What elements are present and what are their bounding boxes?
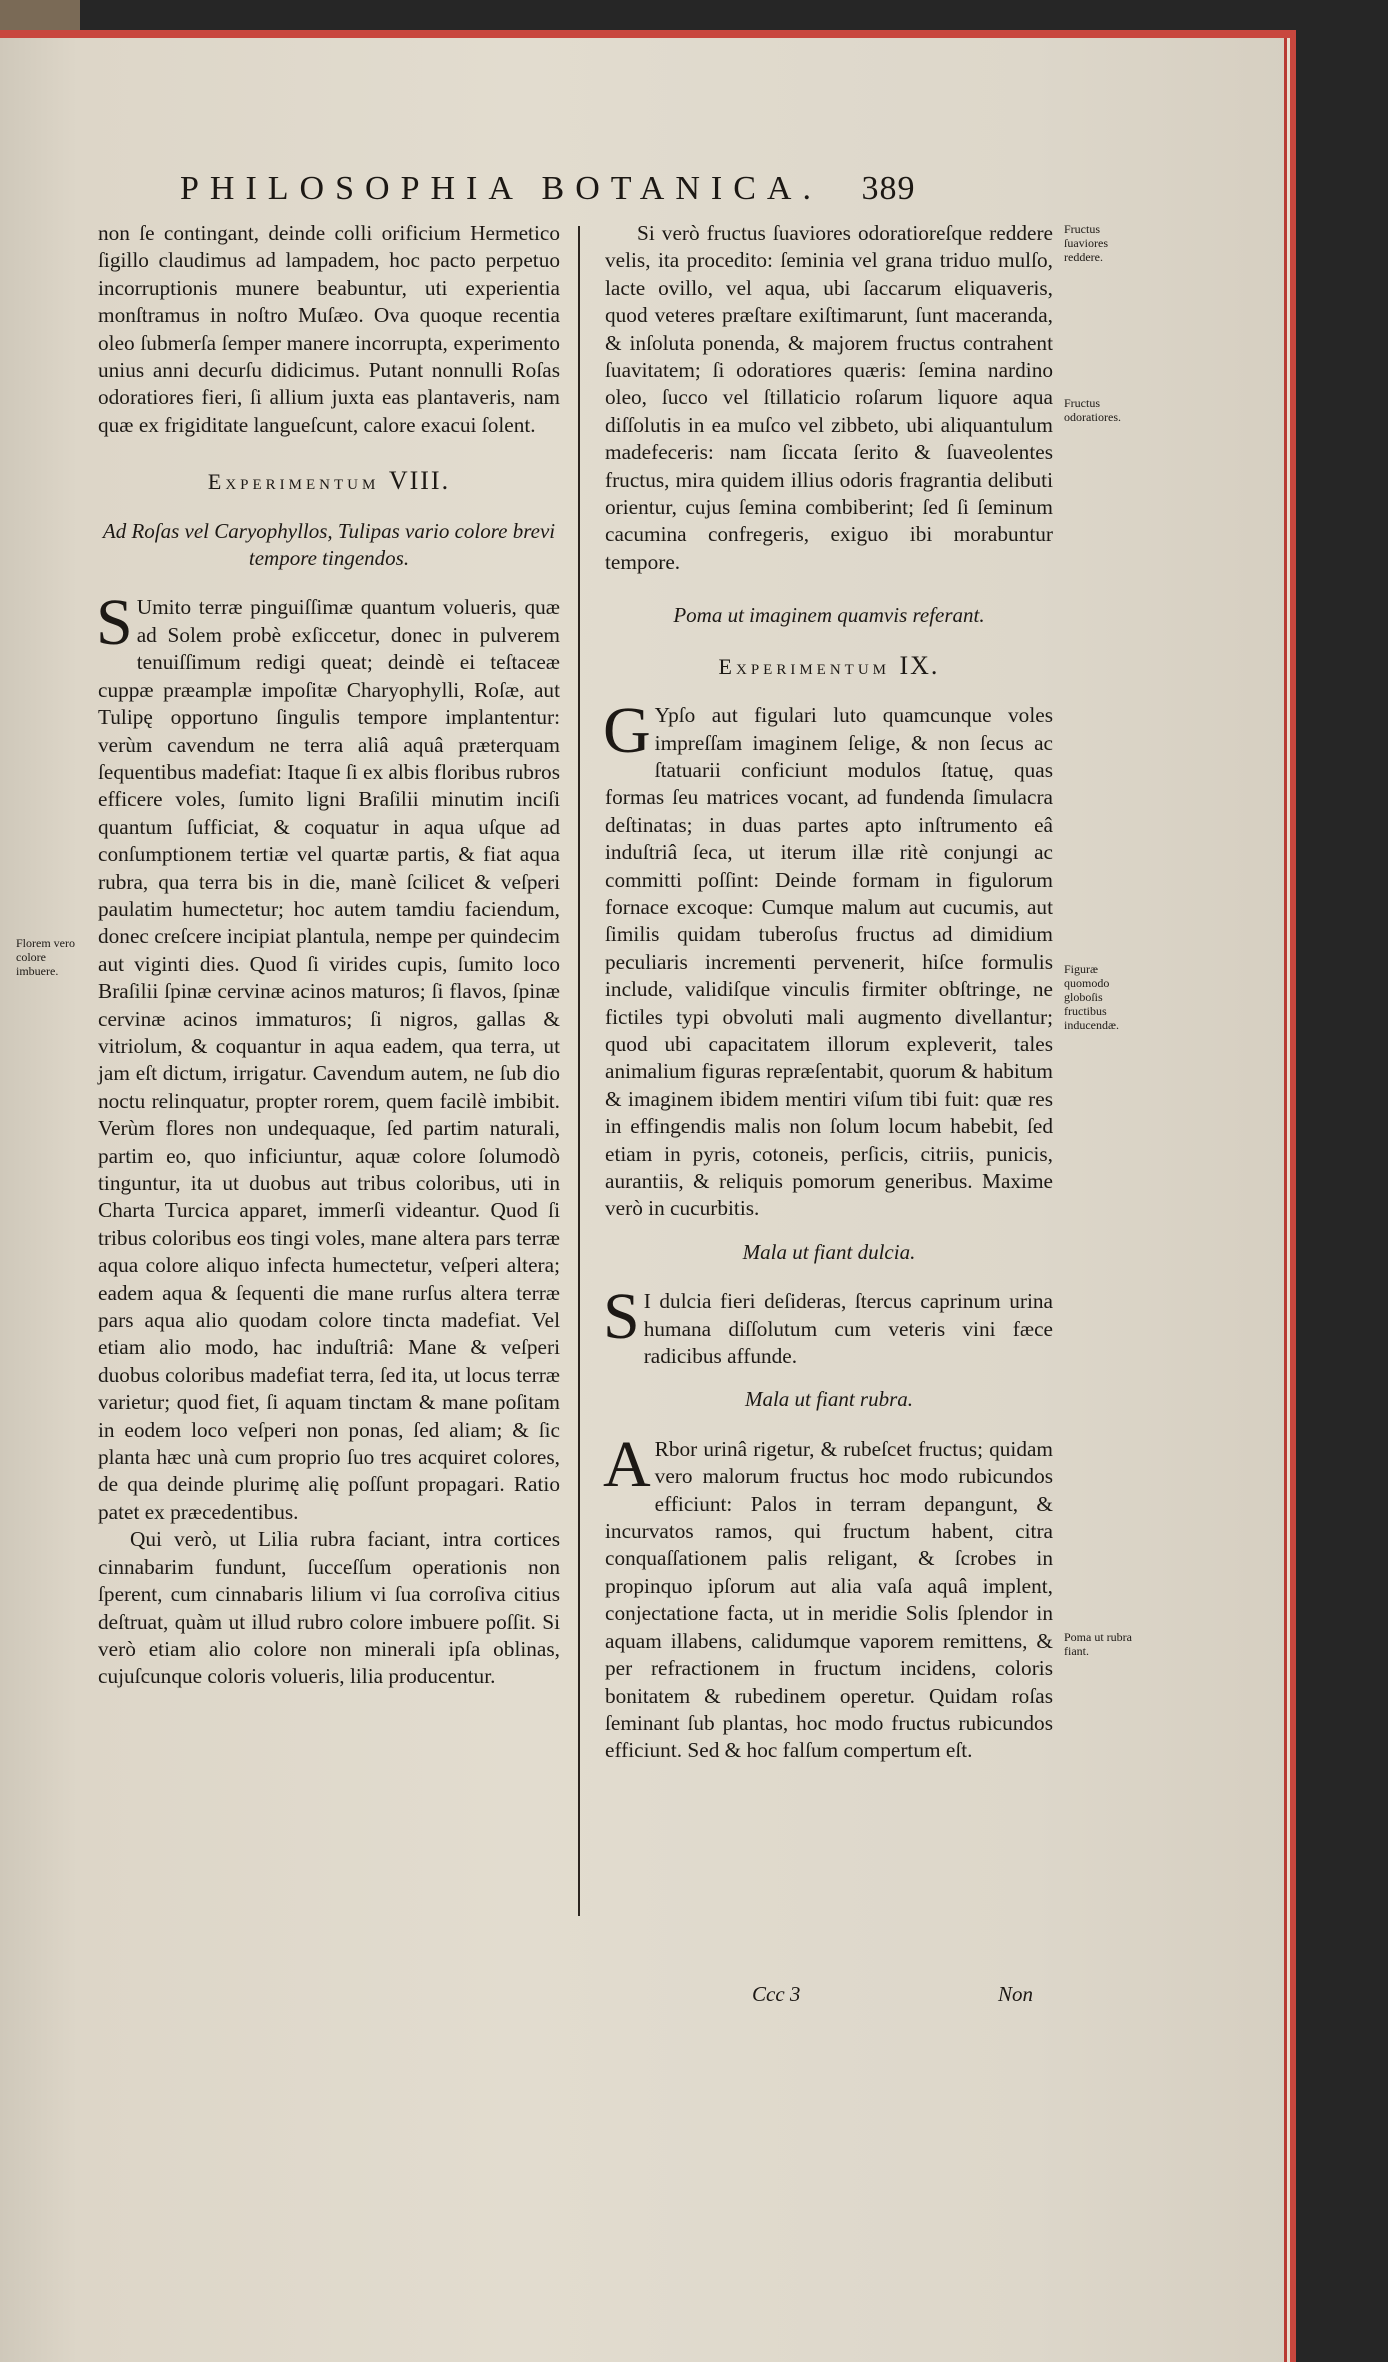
running-title: PHILOSOPHIA BOTANICA. — [180, 170, 822, 207]
experiment-label: Experimentum — [718, 653, 890, 679]
rubra-section-title: Mala ut fiant rubra. — [744, 1387, 913, 1412]
poma-section-title: Poma ut imaginem quamvis referant. — [673, 603, 985, 628]
right-column — [605, 220, 1053, 1765]
experiment-9-heading — [605, 652, 1053, 680]
experiment-8-title: Ad Roſas vel Caryophyllos, Tulipas vario colore brevi tempore tingendos. — [102, 518, 556, 571]
paragraph-text: Rbor urinâ rigetur, & rubeſcet fructus; quidam vero malorum fructus hoc modo rubicundos efficiunt: Palos in terram depangunt, & incurvatos ramos, qui fructum habent, citra conquaſſationem palis religant, & ſcrobes in propinquo ipſorum aut alia vaſa aquâ implent, conjectatione facta, ut in meridie Solis ſplendor in aquam illabens, calidumque vaporem remittens, & per refractionem in fructum incidens, coloris bonitatem & rubedinem operetur. Quidam roſas ſeminant ſub plantas, hoc modo fructus rubicundos efficiunt. Sed & hoc falſum compertum eſt. — [605, 1436, 1053, 1763]
drop-cap: S — [96, 586, 133, 660]
paragraph-text: Ypſo aut figulari luto quamcunque voles impreſſam imaginem ſelige, & non ſecus ac ſtatuarii conficiunt modulos ſtatuę, quas formas ſeu matrices vocant, ad fundenda ſimulacra deſtinatas; in duas partes apto inſtrumento eâ induſtriâ ſeca, ut iterum illæ ritè conjungi ac committi poſſint: Deinde formam in figulorum fornace excoque: Cumque malum aut cucumis, aut ſimilis quidam tuberoſus fructus ad dimidium peculiaris incrementi pervenerit, hiſce formulis include, validiſque vinculis firmiter obſtringe, ne fictiles typi obvoluti mali augmento divellantur; quod ubi capacitatem illorum expleverit, tales animalium figuras repræſentabit, quorum & habitum & imaginem ibidem mentiri viſum tibi fuit: quæ res in effingendis malis non ſolum locum habebit, ſed etiam in pyris, cotoneis, perſicis, citriis, punicis, aurantiis, & reliquis pomorum generibus. Maxime verò in cucurbitis. — [605, 703, 1053, 1221]
page-top-edge — [0, 30, 1296, 38]
right-paragraph-2 — [603, 694, 1053, 1223]
experiment-label: Experimentum — [207, 469, 380, 495]
page-number: 389 — [861, 170, 916, 207]
left-paragraph-1: non ſe contingant, deinde colli orificium Hermetico ſigillo claudimus ad lampadem, hoc pacto perpetuo incorruptionis munere beabuntur, uti experientia monſtramus in noſtro Muſæo. Ova quoque recentia oleo ſubmerſa ſemper manere incorrupta, experimento unius anni decurſu didicimus. Putant nonnulli Roſas odoratiores fieri, ſi allium juxta eas plantaveris, nam quæ ex frigiditate langueſcunt, calore exacui ſolent. — [98, 221, 560, 437]
experiment-8-heading — [98, 467, 560, 495]
margin-note-right-4: Poma ut rubra fiant. — [1064, 1630, 1132, 1658]
paragraph-text: Umito terræ pinguiſſimæ quantum volueris, quæ ad Solem probè exſiccetur, donec in pulverem tenuiſſimum redigi queat; deindè ei teſtaceæ cuppæ præamplæ impoſitæ Charyophylli, Roſæ, aut Tulipę opportuno ſingulis tempore implantentur: verùm cavendum ne terra aliâ aquâ præterquam ſequentibus madefiat: Itaque ſi ex albis floribus rubros efficere voles, ſumito ligni Braſilii minutim inciſi quantum ſufficiat, & coquatur in aqua uſque ad conſumptionem tertiæ vel quartæ partis, & fiat aqua rubra, qua terra bis in die, manè ſcilicet & veſperi paulatim humectetur; hoc autem tamdiu faciendum, donec creſcere incipiat plantula, nempe per quindecim aut viginti dies. Quod ſi virides cupis, ſumito loco Braſilii ſpinæ cervinæ acinos maturos; ſi flavos, ſpinæ cervinæ acinos immaturos; ſi nigros, gallas & vitriolum, & coquantur in aqua eadem, qua terra, ut jam eſt dictum, irrigatur. Cavendum autem, ne ſub dio noctu relinquatur, propter rorem, quem facilè imbibit. Verùm flores non undequaque, ſed partim naturali, partim eo, quo inficiuntur, aquæ colore ſolumodò tinguntur, ita ut duobus aut tribus coloribus, uti in Charta Turcica apparet, immerſi videantur. Quod ſi tribus coloribus eos tingi voles, mane altera pars terræ aqua colore aliquo infecta humectetur, veſperi altera; eadem aqua & ſequenti die mane rurſus altera terræ pars aqua alio quodam colore tincta madefiat. Vel etiam alio modo, hac induſtriâ: Mane & veſperi duobus coloribus madefiat terra, ſed ita, ut locus terræ varietur; quod fiet, ſi aquam tinctam & mane poſitam in eodem loco veſperi non ponas, ſed aliam; & ſic planta hæc unà cum proprio ſuo tres acquiret colores, de qua deinde plurimę alię poſſunt propagari. Ratio patet ex præcedentibus. — [98, 595, 560, 1524]
running-head — [180, 170, 1280, 208]
drop-cap: A — [603, 1427, 651, 1501]
signature-mark: Ccc 3 — [752, 1982, 801, 2006]
paragraph-text: I dulcia fieri deſideras, ſtercus caprinum urina humana diſſolutum cum veteris vini fæce radicibus affunde. — [643, 1289, 1053, 1369]
margin-note-right-3: Figuræ quomodo globoſis fructibus inducendæ. — [1064, 962, 1119, 1032]
column-divider — [578, 226, 580, 1916]
left-paragraph-2 — [96, 586, 560, 1526]
experiment-number: VIII. — [388, 466, 451, 496]
margin-note-right-2: Fructus odoratiores. — [1064, 396, 1121, 424]
margin-note-right-1: Fructus ſuaviores reddere. — [1064, 222, 1108, 264]
dulcia-section-title: Mala ut fiant dulcia. — [742, 1239, 916, 1264]
right-paragraph-4 — [603, 1427, 1053, 1765]
right-paragraph-1: Si verò fructus ſuaviores odoratioreſque reddere velis, ita procedito: ſeminia vel grana triduo mulſo, lacte ovillo, vel aqua, ubi ſaccarum eliquaveris, quod veteres præſtare exiſtimarunt, ſunt maceranda, & inſoluta ponenda, & majorem fructus contrahent ſuavitatem; ſi odoratiores quæris: ſemina nardino oleo, ſucco vel ſtillaticio roſarum liquore aqua diſſolutis in ea muſco vel zibbeto, ubi aliquantulum madefeceris: nam ſiccata ſerito & ſuaveolentes fructus, mira quidem illius odoris fragrantia delibuti orientur, cujus ſemina combiberint; ſed ſi ſeminum cacumina confregeris, exiguo ibi morabuntur tempore. — [605, 221, 1053, 574]
margin-note-left-1: Florem vero colore imbuere. — [16, 936, 75, 978]
drop-cap: S — [603, 1280, 640, 1354]
drop-cap: G — [603, 694, 651, 768]
left-paragraph-3: Qui verò, ut Lilia rubra faciant, intra cortices cinnabarim fundunt, ſucceſſum operationis non ſperent, cum cinnabaris lilium vi ſua corroſiva citius deſtruat, quàm ut illud rubro colore imbuere poſſit. Si verò etiam alio colore non minerali ipſa oblinas, cujuſcunque coloris volueris, lilia producentur. — [98, 1527, 560, 1689]
catchword: Non — [998, 1982, 1034, 2006]
right-paragraph-3 — [603, 1280, 1053, 1370]
experiment-number: IX. — [899, 650, 940, 680]
left-column — [98, 220, 560, 1691]
